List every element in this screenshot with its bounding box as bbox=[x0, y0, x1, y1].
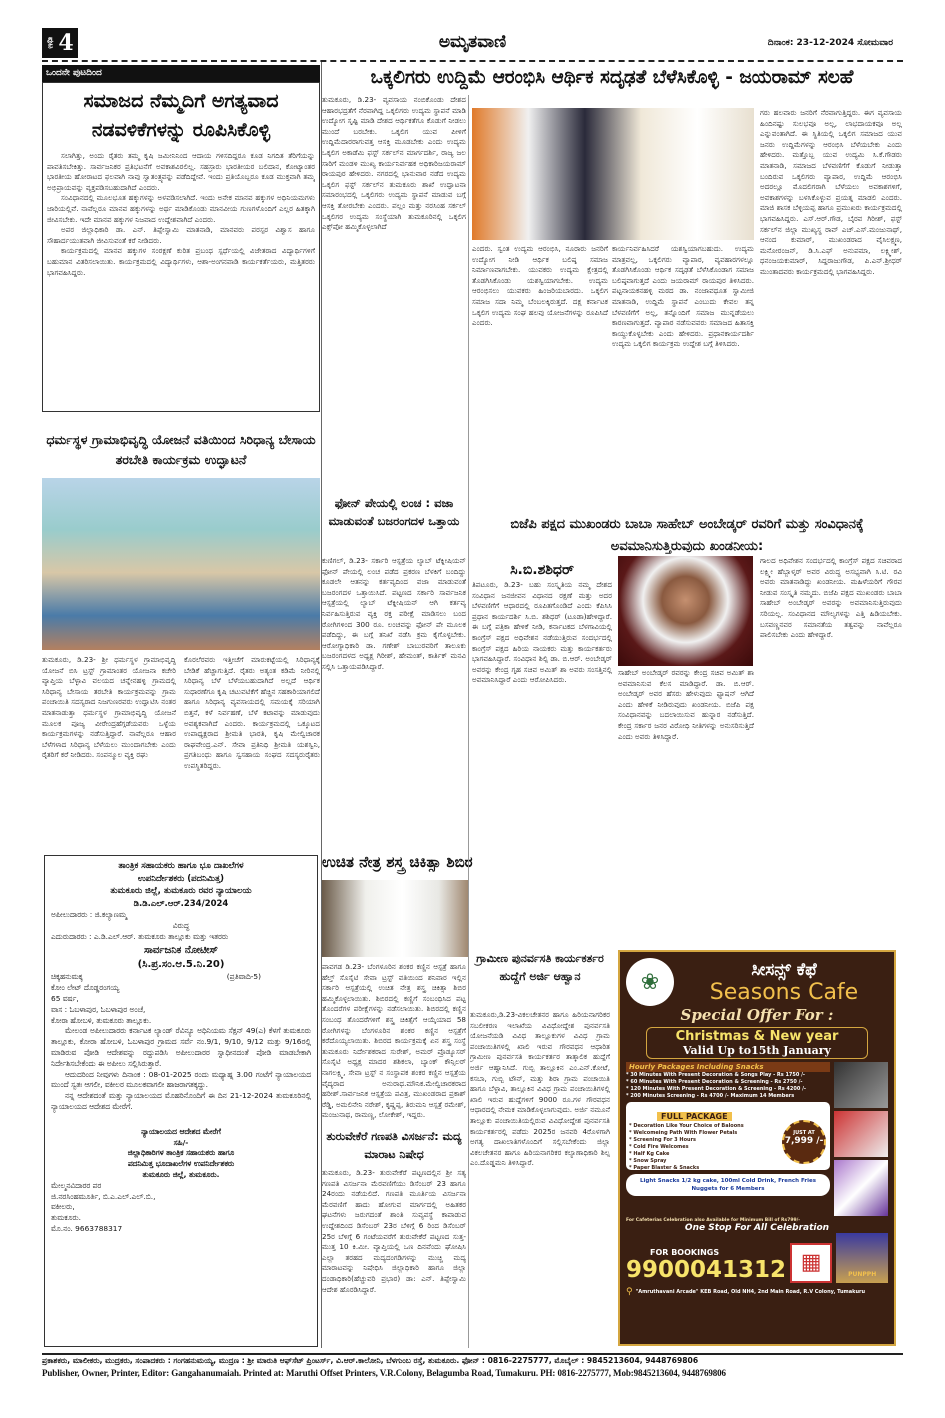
eye-camp-headline: ಉಚಿತ ನೇತ್ರ ಶಸ್ತ್ರ ಚಿಕಿತ್ಸಾ ಶಿಬಿರ bbox=[322, 853, 473, 871]
ad-phone[interactable]: 9900041312 bbox=[626, 1257, 787, 1283]
millet-headline: ಧರ್ಮಸ್ಥಳ ಗ್ರಾಮಾಭಿವೃದ್ಧಿ ಯೋಜನೆ ವತಿಯಿಂದ ಸಿರಿಧಾನ್ಯ ಬೇಸಾಯ ತರಬೇತಿ ಕಾರ್ಯಕ್ರಮ ಉದ್ಘಾಟನೆ bbox=[46, 432, 316, 467]
notice-party-name: ಚಿಕ್ಕಹನುಮಕ್ಕ bbox=[51, 972, 83, 982]
ad-full-item: * Screening For 3 Hours bbox=[629, 1137, 697, 1143]
column-rule bbox=[321, 62, 322, 1348]
left-story bbox=[42, 82, 320, 412]
ad-price: 7,999 /- bbox=[784, 1136, 824, 1146]
legal-notice bbox=[44, 855, 318, 1347]
notice-title-line: ತಾಂತ್ರಿಕ ಸಹಾಯಕರು ಹಾಗೂ ಭೂ ದಾಖಲೆಗಳ bbox=[118, 861, 244, 871]
notice-sign-line: ಪದನಿಮಿತ್ತ ಭೂದಾಖಲೆಗಳ ಉಪನಿರ್ದೇಶಕರು bbox=[127, 1159, 235, 1169]
ad-photo-decor bbox=[834, 1111, 888, 1157]
millet-col2: ಕೊರಲೆರವರು ಇತ್ತೀಚೆಗೆ ಮಾರುಕಟ್ಟೆಯಲ್ಲಿ ಸಿರಿಧಾನ್ಯಕ್ಕೆ ಬೇಡಿಕೆ ಹೆಚ್ಚಾಗುತ್ತಿದೆ. ರೈತರು ಅತ್ಯಂತ ಕಡಿಮೆ ನೀರಿನಲ್ಲಿ ಸಿರಿಧಾನ್ಯ ಬೆಳೆ ಬೆಳೆಯಬಹುದಾಗಿದೆ ಅಲ್ಲದೆ ಆರ್ಥಿಕ ಸುಧಾರಣೆಗೂ ಕೃಷಿ ಚಟುವಟಿಕೆಗೆ ಹೆಚ್ಚಿನ ಸಹಕಾರಿಯಾಗಲಿದೆ ಹಾಗೂ ಸಿರಿಧಾನ್ಯ ವ್ಯವಸಾಯದಲ್ಲಿ ಸಮಯಕ್ಕೆ ಸರಿಯಾಗಿ ಬಿತ್ತನೆ, ಕಳೆ ನಿರ್ವಹಣೆ, ಬೆಳೆ ಕಟಾವನ್ನು ಮಾಡುವುದು ಅವಶ್ಯಕವಾಗಿದೆ ಎಂದರು. ಕಾರ್ಯಕ್ರಮದಲ್ಲಿ ಒಕ್ಕೂಟದ ಉಪಾಧ್ಯಕ್ಷರಾದ ಶ್ರೀಮತಿ ಭಾರತಿ, ಕೃಷಿ ಮೇಲ್ವಿಚಾರಕ ರಾಘವೇಂದ್ರ.ಎನ್. ಸೇವಾ ಪ್ರತಿನಿಧಿ ಶ್ರೀಮತಿ ಯಶಸ್ವಿನಿ, ಪ್ರಗತಿಬಂಧು ಹಾಗೂ ಸ್ವಸಹಾಯ ಸಂಘದ ಸದಸ್ಯರುರೈತರು ಉಪಸ್ಥಿತರಿದ್ದರು. bbox=[184, 655, 320, 770]
main-col4: ಗರು ಹಲವಾರು ಜನರಿಗೆ ನೆರವಾಗುತ್ತಿದ್ದರು. ಈಗ ವ್ಯವಸಾಯ ಹಿಂದಿನಷ್ಟು ಸುಲಭವೂ ಅಲ್ಲ, ಲಾಭದಾಯಕವೂ ಅಲ್ಲ ಎನ್ನುವಂತಾಗಿದೆ. ಈ ಸ್ಥಿತಿಯಲ್ಲಿ ಒಕ್ಕಲಿಗ ಸಮಾಜದ ಯುವ ಜನರು ಉದ್ದಿಮೆಗಳನ್ನು ಆರಂಭಿಸಿ ಬೆಳೆಯಬೇಕು ಎಂದು ಹೇಳಿದರು. ಮತ್ತೊಬ್ಬ ಯುವ ಉದ್ಯಮಿ ಸಿ.ಕೆ.ಗೌಡರು ಮಾತನಾಡಿ, ಸಮಾಜದ ಬೆಳವಣಿಗೆಗೆ ಕೊಡುಗೆ ನೀಡುತ್ತಾ ಬಂದಿರುವ ಒಕ್ಕಲಿಗರು ವ್ಯಾಪಾರ, ಉದ್ದಿಮೆ ಆರಂಭಿಸಿ ಅದರಲ್ಲೂ ಮೊದಲಿಗರಾಗಿ ಬೆಳೆಯಲು ಅವಕಾಶಗಳಿಗೆ, ಅವಕಾಶಗಳನ್ನು ಬಳಸಿಕೊಳ್ಳುವ ಪ್ರಯತ್ನ ಮಾಡಲಿ ಎಂದರು. ಮಾಜಿ ಶಾಸಕ ಬೆಳ್ಳಿಯಪ್ಪ ಹಾಗೂ ಪ್ರಮುಖರು ಕಾರ್ಯಕ್ರಮದಲ್ಲಿ ಭಾಗವಹಿಸಿದ್ದರು. ಎಸ್.ಆರ್.ಗೌಡ, ಬೈರವ ಗಿರೀಶ್, ಫಸ್ಟ್ ಸರ್ಕಲ್‌ನ ಜಿಲ್ಲಾ ಮುಖ್ಯಸ್ಥ ರಾವ್ ಎಚ್.ಎಸ್.ಮಂಜುನಾಥ್, ಆನಂದ ಕುಮಾರ್, ಮುಖಂಡರಾದ ವೈಸಿಲಕ್ಷ್ಮಣ, ಮನೋರಂಜನ್, ಡಿ.ಸಿ.ಎಫ್ ಅನುಪಮಾ, ಲಕ್ಷ್ಮೀಶ್, ಧನಂಜಯಕುಮಾರ್, ಸಿದ್ದರಾಜುಗೌಡ, ಪಿ.ಎನ್.ಶ್ರೀಧರ್ ಮುಂತಾದವರು ಕಾರ್ಯಕ್ರಮದಲ್ಲಿ ಭಾಗವಹಿಸಿದ್ದರು. bbox=[760, 108, 902, 276]
ad-photo-caption: PUNPPH bbox=[836, 1233, 888, 1283]
notice-title-line: ತುಮಕೂರು ಜಿಲ್ಲೆ, ತುಮಕೂರು ರವರ ನ್ಯಾಯಾಲಯ bbox=[110, 886, 252, 896]
ad-name-english: Seasons Cafe bbox=[709, 979, 859, 1005]
bjp-headline: ಬಿಜೆಪಿ ಪಕ್ಷದ ಮುಖಂಡರು ಬಾಬಾ ಸಾಹೇಬ್ ಅಂಬೇಡ್ಕರ್ ರವರಿಗೆ ಮತ್ತು ಸಂವಿಧಾನಕ್ಕೆ ಅವಮಾನಿಸುತ್ತಿರುವುದು ಖಂಡನೀಯ: bbox=[510, 517, 864, 554]
ad-just-at: JUST AT bbox=[793, 1130, 815, 1136]
millet-photo bbox=[42, 478, 320, 650]
ganapati-body: ತುಮಕೂರು, ಡಿ.23- ತುರುವೇಕೆರೆ ಪಟ್ಟಣದಲ್ಲಿನ ಶ್ರೀ ಸತ್ಯ ಗಣಪತಿ ವಿಸರ್ಜನಾ ಮೆರವಣಿಗೆಯು ಡಿಸೆಂಬರ್ 23 ಹಾಗೂ 24ರಂದು ನಡೆಯಲಿದೆ. ಗಣಪತಿ ಮೂರ್ತಿಯ ವಿಸರ್ಜನಾ ಮೆರವಣಿಗೆ ಹಾದು ಹೋಗುವ ಮಾರ್ಗದಲ್ಲಿ ಅಹಿತಕರ ಘಟನೆಗಳು ಜರುಗದಂತೆ ಶಾಂತಿ ಸುವ್ಯವಸ್ಥೆ ಕಾಪಾಡುವ ಉದ್ದೇಶದಿಂದ ಡಿಸೆಂಬರ್ 23ರ ಬೆಳಿಗ್ಗೆ 6 ರಿಂದ ಡಿಸೆಂಬರ್ 25ರ ಬೆಳಿಗ್ಗೆ 6 ಗಂಟೆಯವರೆಗೆ ತುರುವೇಕೆರೆ ಪಟ್ಟಣದ ಸುತ್ತ-ಮುತ್ತ 10 ಕಿ.ಮೀ. ವ್ಯಾಪ್ತಿಯಲ್ಲಿ ಒಣ ದಿನವೆಂದು ಘೋಷಿಸಿ ಎಲ್ಲಾ ತರಹದ ಮದ್ಯದಂಗಡಿಗಳನ್ನು ಮುಚ್ಚಿ ಮದ್ಯ ಮಾರಾಟವನ್ನು ನಿಷೇಧಿಸಿ ಜಿಲ್ಲಾಧಿಕಾರಿ ಹಾಗೂ ಜಿಲ್ಲಾ ದಂಡಾಧಿಕಾರಿ(ಹೆಚ್ಚುವರಿ ಪ್ರಭಾರ) ಡಾ: ಎನ್. ತಿಪ್ಪೇಸ್ವಾಮಿ ಆದೇಶ ಹೊರಡಿಸಿದ್ದಾರೆ. bbox=[322, 1168, 466, 1294]
footer-kannada: ಪ್ರಕಾಶಕರು, ಮಾಲೀಕರು, ಮುದ್ರಕರು, ಸಂಪಾದಕರು : ಗಂಗಹನುಮಯ್ಯ, ಮುದ್ರಣ : ಶ್ರೀ ಮಾರುತಿ ಆಫ್‌ಸೆಟ್ ಪ್ರಿಂಟರ್ಸ್, ವಿ.ಆರ್.ಕಾಲೋನಿ, ಬೆಳಗುಂಬ ರಸ್ತೆ, ತುಮಕೂರು. ಫೋನ್ : 0816-2275777, ಮೊಬೈಲ್ : 9845213604, 9448769806 bbox=[42, 1356, 699, 1365]
millet-col1: ತುಮಕೂರು, ಡಿ.23- ಶ್ರೀ ಧರ್ಮಸ್ಥಳ ಗ್ರಾಮಾಭಿವೃದ್ಧಿ ಯೋಜನೆ ಬಿಸಿ ಟ್ರಸ್ಟ್ ಗ್ರಾಮಾಂತರ ಯೋಜನಾ ಕಚೇರಿ ವ್ಯಾಪ್ತಿಯ ಬೆಳ್ಳಾವಿ ವಲಯದ ಚನ್ನೇನಹಳ್ಳಿ ಗ್ರಾಮದಲ್ಲಿ ಸಿರಿಧಾನ್ಯ ಬೇಸಾಯ ತರಬೇತಿ ಕಾರ್ಯಕ್ರಮವನ್ನು ಗ್ರಾಮ ಪಂಚಾಯಿತಿ ಸದಸ್ಯರಾದ ನಿಜಗುಣರವರು ಉದ್ಘಾಟಿಸಿ ನಂತರ ಮಾತನಾಡುತ್ತಾ ಧರ್ಮಸ್ಥಳ ಗ್ರಾಮಾಭಿವೃದ್ಧಿ ಯೋಜನೆ ಮೂಲಕ ಪೂಜ್ಯ ವೀರೇಂದ್ರಹೆಗ್ಗಡೆಯವರು ಒಳ್ಳೆಯ ಕಾರ್ಯಕ್ರಮಗಳನ್ನು ನಡೆಸುತ್ತಿದ್ದಾರೆ. ನಾವೆಲ್ಲರೂ ಆಹಾರ ಬೆಳೆಗಳಾದ ಸಿರಿಧಾನ್ಯ ಬೆಳೆಯಲು ಮುಂದಾಗಬೇಕು ಎಂದು ರೈತರಿಗೆ ಕರೆ ನೀಡಿದರು. ಸಂಪನ್ಮೂಲ ವ್ಯಕ್ತಿ ರಘು bbox=[42, 655, 176, 760]
kicker: ಒಂದನೇ ಪುಟದಿಂದ bbox=[42, 65, 320, 82]
notice-sign-line: ಜಿಲ್ಲಾಧಿಕಾರಿಗಳ ತಾಂತ್ರಿಕ ಸಹಾಯಕರು ಹಾಗೂ bbox=[127, 1148, 235, 1158]
notice-party-detail: ವಾಸ : ಓಬಳಾಪುರ, ಓಬಳಾಪುರ ಅಂಚೆ, bbox=[51, 1004, 146, 1014]
ad-full-item: * Snow Spray bbox=[629, 1158, 667, 1164]
notice-party-tag: (ಪ್ರತಿವಾದಿ-5) bbox=[226, 972, 261, 982]
notice-respondent: ಎದುರುದಾರರು : ಎ.ಡಿ.ಎಲ್.ಆರ್. ತುಮಕೂರು ತಾಲ್ಲೂಕು ಮತ್ತು ಇತರರು bbox=[51, 931, 229, 941]
notice-sign-line: ಸಹಿ/- bbox=[173, 1137, 189, 1147]
phone-story-headline: ಫೋನ್ ಪೇಯಲ್ಲಿ ಲಂಚ : ವಜಾ ಮಾಡುವಂತೆ ಬಜರಂಗದಳ ಒತ್ತಾಯ bbox=[328, 496, 460, 528]
left-story-para: ಸಂವಿಧಾನದಲ್ಲಿ ಮೂಲಭೂತ ಹಕ್ಕುಗಳನ್ನು ಅಳವಡಿಸಲಾಗಿದೆ. ಇಂದು ಅನೇಕ ಮಾನವ ಹಕ್ಕುಗಳ ಅಧಿನಿಯಮಗಳು ಜಾರಿಯಲ್ಲಿವೆ. ನಾವೆಲ್ಲರೂ ಮಾನವ ಹಕ್ಕುಗಳನ್ನು ಅರ್ಥ ಮಾಡಿಕೊಂಡು ಮಾನವೀಯ ಗುಣಗಳೊಂದಿಗೆ ಎಲ್ಲರ ಹಿತಕ್ಕಾಗಿ ಜೀವಿಸಬೇಕು. ಇದೇ ಮಾನವ ಹಕ್ಕುಗಳ ನಿಜವಾದ ಉದ್ದೇಶವಾಗಿದೆ ಎಂದರು. bbox=[47, 193, 315, 224]
notice-advocate-line: ಮೊ.ನಂ. 9663788317 bbox=[51, 1223, 123, 1233]
notice-party-detail: 65 ವರ್ಷ, bbox=[51, 993, 79, 1003]
ad-full-package-title: FULL PACKAGE bbox=[657, 1112, 732, 1121]
notice-party-detail: ಕೋಂ ಲೇಟ್ ದೊಡ್ಡರಂಗಯ್ಯ bbox=[51, 983, 120, 993]
main-headline: ಒಕ್ಕಲಿಗರು ಉದ್ದಿಮೆ ಆರಂಭಿಸಿ ಆರ್ಥಿಕ ಸದೃಢತೆ ಬೆಳೆಸಿಕೊಳ್ಳಿ - ಜಯರಾಮ್ ಸಲಹೆ bbox=[370, 67, 854, 88]
ad-photo-balloons bbox=[834, 1160, 888, 1216]
notice-versus: ವಿರುದ್ಧ bbox=[172, 920, 190, 930]
ad-hourly-item: * 120 Minutes With Present Decoration & Screening - Rs 4200 /- bbox=[626, 1086, 806, 1092]
rehab-headline: ಗ್ರಾಮೀಣ ಪುನರ್ವಸತಿ ಕಾರ್ಯಕರ್ತರ ಹುದ್ದೆಗೆ ಅರ್ಜಿ ಆಹ್ವಾನ bbox=[476, 952, 604, 983]
notice-party-detail: ಕೋರಾ ಹೋಬಳಿ, ತುಮಕೂರು ತಾಲ್ಲೂಕು. bbox=[51, 1015, 152, 1025]
footer-english: Publisher, Owner, Printer, Editor: Gangahanumaiah. Printed at: Maruthi Offset Printers, V.R.Colony, Belagumba Road, Tumakuru. PH: 0816-2275777, Mob:9845213604, 9448769806 bbox=[42, 1368, 726, 1378]
eye-camp-photo bbox=[322, 880, 468, 957]
ad-hourly-title: Hourly Packages Including Snacks bbox=[626, 1062, 830, 1072]
ad-price-badge bbox=[782, 1120, 826, 1164]
notice-body-para: ಆದುದರಿಂದ ನೀವುಗಳು ದಿನಾಂಕ : 08-01-2025 ರಂದು ಮಧ್ಯಾಹ್ನ 3.00 ಗಂಟೆಗೆ ನ್ಯಾಯಾಲಯದ ಮುಂದೆ ಸ್ವತಃ ಆಗಲೀ, ವಕೀಲರ ಮೂಲಕವಾಗಲೀ ಹಾಜರಾಗತಕ್ಕದ್ದು. bbox=[51, 1069, 311, 1090]
main-col3: ಕಾರ್ಯನಿರ್ವಹಿಸಿದರೆ ಯಶಸ್ವಿಯಾಗಬಹುದು. ಉದ್ಯಮ ಮಾತ್ರವಲ್ಲ, ಒಕ್ಕಲಿಗರು ವ್ಯಾಪಾರ, ವ್ಯವಹಾರಗಳಲ್ಲೂ ತೊಡಗಿಸಿಕೊಂಡು ಆರ್ಥಿಕ ಸದೃಢತೆ ಬೆಳೆಸಿಕೊಂಡಾಗ ಸಮಾಜ ಬಲಿಷ್ಠವಾಗುತ್ತದೆ ಎಂದು ಜಯರಾಮ್ ರಾಯಪುರ ತಿಳಿಸಿದರು. ಪಟ್ಟನಾಯಕನಹಳ್ಳಿ ಮಠದ ಡಾ. ನಂಜಾವಧೂತ ಸ್ವಾಮೀಜಿ ಮಾತನಾಡಿ, ಉದ್ದಿಮೆ ಸ್ಥಾಪನೆ ಎಂಬುದು ಕೇವಲ ತನ್ನ ಬೆಳವಣಿಗೆಗೆ ಅಲ್ಲ, ತನ್ನೊಂದಿಗೆ ಸಮಾಜ ಮುನ್ನಡೆಯಲು ಕಾರಣವಾಗುತ್ತದೆ. ವ್ಯಾಪಾರ ನಡೆಸುವವರು ಸಮಾಜದ ಹಿತಾಸಕ್ತಿ ಕಾಯ್ದುಕೊಳ್ಳಬೇಕು ಎಂದು ಹೇಳಿದರು. ಪ್ರಧಾನಕಾರ್ಯದರ್ಶಿ ಉದ್ಯಮ ಒಕ್ಕಲಿಗ ಕಾರ್ಯಕ್ರಮ ಉದ್ದೇಶ ಬಗ್ಗೆ ತಿಳಿಸಿದರು. bbox=[612, 244, 754, 349]
notice-advocate-line: ತುಮಕೂರು. bbox=[51, 1213, 81, 1223]
dateline: ದಿನಾಂಕ: 23-12-2024 ಸೋಮವಾರ bbox=[767, 38, 893, 48]
notice-advocate-line: ವಕೀಲರು, bbox=[51, 1202, 75, 1212]
notice-sign-line: ನ್ಯಾಯಾಲಯದ ಆದೇಶದ ಮೇರೆಗೆ bbox=[141, 1126, 221, 1136]
notice-advocate-line: ಮೇಲ್ಮನವಿದಾರರ ಪರ bbox=[51, 1180, 102, 1190]
main-col2: ಎಂದರು. ಸ್ವಂತ ಉದ್ಯಮ ಆರಂಭಿಸಿ, ನೂರಾರು ಜನರಿಗೆ ಉದ್ಯೋಗ ನೀಡಿ ಆರ್ಥಿಕ ಬಲಿಷ್ಠ ಸಮಾಜ ನಿರ್ಮಾಣವಾಗಬೇಕು. ಯುವಕರು ಉದ್ಯಮ ಕ್ಷೇತ್ರದಲ್ಲಿ ತೊಡಗಿಸಿಕೊಂಡು ಯಶಸ್ವಿಯಾಗಬೇಕು. ಉದ್ಯಮ ಆರಂಭಿಸಲು ಯುವಕರು ಹಿಂಜರಿಯಬಾರದು. ಒಕ್ಕಲಿಗ ಸಮಾಜ ಸದಾ ನಿಮ್ಮ ಬೆಂಬಲಕ್ಕಿರುತ್ತದೆ. ದಕ್ಷ ಕರ್ನಾಟಕ ಒಕ್ಕಲಿಗ ಉದ್ಯಮ ಸಂಘ ಹಲವು ಯೋಜನೆಗಳನ್ನು ರೂಪಿಸಿದೆ ಎಂದರು. bbox=[472, 244, 608, 328]
notice-advocate-line: ಜಿ.ನರಸಿಂಹಮೂರ್ತಿ, ಬಿ.ಎ.ಎಲ್.ಎಲ್.ಬಿ., bbox=[51, 1191, 156, 1201]
ad-hourly-item: * 200 Minutes Screening - Rs 4700 /- Maximum 14 Members bbox=[626, 1093, 795, 1099]
left-story-para: ಅಪರ ಜಿಲ್ಲಾಧಿಕಾರಿ ಡಾ. ಎನ್. ತಿಪ್ಪೇಸ್ವಾಮಿ ಮಾತನಾಡಿ, ಮಾನವರು ಪರಸ್ಪರ ವಿಶ್ವಾಸ ಹಾಗೂ ಸೌಹಾರ್ದಯುತವಾಗಿ ಜೀವಿಸುವಂತೆ ಕರೆ ನೀಡಿದರು. bbox=[47, 225, 315, 245]
phone-story-body: ಕುಣಿಗಲ್, ಡಿ.23- ಸರ್ಕಾರಿ ಆಸ್ಪತ್ರೆಯ ಲ್ಯಾಬ್ ಟೆಕ್ನೀಷಿಯನ್ ಫೋನ್ ಪೇಯಲ್ಲಿ ಲಂಚ ಪಡೆದ ಪ್ರಕರಣ ಬೆಳಕಿಗೆ ಬಂದಿದ್ದು ಕೂಡಲೇ ಆತನನ್ನು ಕರ್ತವ್ಯದಿಂದ ವಜಾ ಮಾಡುವಂತೆ ಬಜರಂಗದಳ ಒತ್ತಾಯಿಸಿದೆ. ಪಟ್ಟಣದ ಸರ್ಕಾರಿ ಸಾರ್ವಜನಿಕ ಆಸ್ಪತ್ರೆಯಲ್ಲಿ ಲ್ಯಾಬ್ ಟೆಕ್ನೀಷಿಯನ್ ಆಗಿ ಕರ್ತವ್ಯ ನಿರ್ವಹಿಸುತ್ತಿರುವ ವ್ಯಕ್ತಿ ರಕ್ತ ಪರೀಕ್ಷೆ ಮಾಡಿಸಲು ಬಂದ ರೋಗಿಗಳಿಂದ 300 ರೂ. ಲಂಚವನ್ನು ಫೋನ್ ಪೇ ಮೂಲಕ ಪಡೆದಿದ್ದು, ಈ ಬಗ್ಗೆ ತನಿಖೆ ನಡೆಸಿ ಕ್ರಮ ಕೈಗೊಳ್ಳಬೇಕು. ಆರೋಗ್ಯಾಧಿಕಾರಿ ಡಾ. ಗಣೇಶ್ ಬಾಬುರವರಿಗೆ ತಾಲೂಕು ಬಜರಂಗದಳದ ಅಧ್ಯಕ್ಷ ಗಿರೀಶ್, ಹೇಮಂತ್, ಕಾರ್ತಿಕ್ ಮನವಿ ಸಲ್ಲಿಸಿ ಒತ್ತಾಯಪಡಿಸಿದ್ದಾರೆ. bbox=[322, 556, 466, 671]
ad-special-offer: Special Offer For : bbox=[680, 1006, 834, 1024]
ad-cafeteria-note: For Cafeterias Celebration also Available for Minimum Bill of Rs799/- bbox=[626, 1218, 801, 1223]
ad-validity: Valid Up to15th January bbox=[683, 1044, 831, 1057]
notice-body-para: ಮೇಲಂಡ ಅಪೀಲುದಾರರು ಕರ್ನಾಟಕ ಲ್ಯಾಂಡ್ ರೆವಿನ್ಯೂ ಅಧಿನಿಯಮ ಸೆಕ್ಷನ್ 49(ಎ) ಕೆಳಗೆ ತುಮಕೂರು ತಾಲ್ಲೂಕು, ಕೋರಾ ಹೋಬಳಿ, ಓಬಳಾಪುರ ಗ್ರಾಮದ ಸರ್ವೆ ನಂ.9/1, 9/10, 9/12 ಮತ್ತು 9/16ರಲ್ಲಿ ಮಾಡಿರುವ ಪೋಡಿ ಆದೇಶವನ್ನು ರದ್ದುಪಡಿಸಿ ಅಪೀಲುದಾರರ ಸ್ವಾಧೀನದಂತೆ ಪೋಡಿ ಮಾಡಬೇಕಾಗಿ ನಿರ್ದೇಶಿಸಬೇಕೆಂದು ಈ ಅಪೀಲು ಸಲ್ಲಿಸಿರುತ್ತಾರೆ. bbox=[51, 1026, 311, 1068]
masthead: ಅಮೃತವಾಣಿ bbox=[438, 32, 507, 52]
page-number: 4 bbox=[58, 30, 74, 56]
bjp-byline: ಸಿ.ಬಿ.ಶಶಿಧರ್ bbox=[510, 562, 574, 578]
ad-full-item: * Welcomeing Path With Flower Petals bbox=[629, 1130, 738, 1136]
ad-photo-screen bbox=[834, 1062, 888, 1108]
footer-divider bbox=[42, 1353, 903, 1355]
bjp-portrait bbox=[618, 556, 753, 666]
notice-title-line: ಉಪನಿರ್ದೇಶಕರು (ಪದನಿಮಿತ್ತ) bbox=[137, 873, 225, 884]
seasons-cafe-ad bbox=[618, 950, 896, 1346]
ad-address: "Amruthavani Arcade" KEB Road, Old NH4, 2nd Main Road, R.V Colony, Tumakuru bbox=[635, 1289, 866, 1295]
ad-full-item: * Paper Blaster & Snacks bbox=[629, 1165, 700, 1171]
ad-tagline: One Stop For All Celebration bbox=[684, 1223, 830, 1233]
left-story-headline: ಸಮಾಜದ ನೆಮ್ಮದಿಗೆ ಅಗತ್ಯವಾದ ನಡವಳಿಕೆಗಳನ್ನು ರೂಪಿಸಿಕೊಳ್ಳಿ bbox=[83, 90, 279, 141]
bjp-col1: ತಿಪಟೂರು, ಡಿ.23- ಬಹು ಸಂಸ್ಕೃತಿಯ ನಮ್ಮ ದೇಶದ ಸಂವಿಧಾನ ಜನಜೀವನ ವಿಧಾನದ ರಕ್ಷಣೆ ಮತ್ತು ಅದರ ಬೆಳವಣಿಗೆಗೆ ಆಧಾರದಲ್ಲಿ ರೂಪಿತಗೊಂಡಿದೆ ಎಂದು ಕೆಪಿಸಿಸಿ ಪ್ರಧಾನ ಕಾರ್ಯದರ್ಶಿ ಸಿ.ಬಿ. ಶಶಿಧರ್ (ಟೂಡಾ)ಹೇಳಿದ್ದಾರೆ. ಈ ಬಗ್ಗೆ ಪತ್ರಿಕಾ ಹೇಳಿಕೆ ನೀಡಿ, ಕರ್ನಾಟಕದ ಬೆಳಗಾವಿಯಲ್ಲಿ ಕಾಂಗ್ರೆಸ್ ಪಕ್ಷದ ಅಧಿವೇಶನ ನಡೆಯುತ್ತಿರುವ ಸಂದರ್ಭದಲ್ಲಿ ಕಾಂಗ್ರೆಸ್ ಪಕ್ಷದ ಹಿರಿಯ ನಾಯಕರು ಮತ್ತು ಕಾರ್ಯಕರ್ತರು ಭಾಗವಹಿಸಿದ್ದಾರೆ. ಸಂವಿಧಾನ ಶಿಲ್ಪಿ ಡಾ. ಬಿ.ಆರ್. ಅಂಬೇಡ್ಕರ್ ಅವರನ್ನು ಕೇಂದ್ರ ಗೃಹ ಸಚಿವ ಅಮಿತ್ ಶಾ ಅವರು ಸಂಸತ್ತಿನಲ್ಲಿ ಅವಮಾನಿಸಿದ್ದಾರೆ ಎಂದು ಆರೋಪಿಸಿದರು. bbox=[472, 580, 612, 685]
left-story-para: ಸಲಾಗಿತ್ತು, ಅಂದು ರೈತರು ತಮ್ಮ ಕೃಷಿ ಜಮೀನಿನಿಂದ ಆದಾಯ ಗಳಿಸದಿದ್ದರೂ ಕೂಡ ನಿಗದಿತ ತೆರಿಗೆಯನ್ನು ಪಾವತಿಸಬೇಕಿತ್ತು. ಸಾರ್ವಜನಿಕರ ಪ್ರತಿಭಟನೆಗೆ ಅವಕಾಶವಿರಲಿಲ್ಲ. ಸಹಸ್ರಾರು ಭಾರತೀಯರ ಬಲಿದಾನ, ಕೋಟ್ಯಾಂತರ ಭಾರತೀಯ ಹೋರಾಟದ ಫಲವಾಗಿ ನಾವು ಸ್ವಾತಂತ್ರ್ಯವನ್ನು ಪಡೆದಿದ್ದೇವೆ. ಇಂದು ಪ್ರತಿಯೊಬ್ಬರೂ ಕೂಡ ಮುಕ್ತವಾಗಿ ತಮ್ಮ ಅಭಿಪ್ರಾಯವನ್ನು ವ್ಯಕ್ತಪಡಿಸಬಹುದಾಗಿದೆ ಎಂದರು. bbox=[47, 151, 315, 192]
location-pin-icon: ⚲ bbox=[626, 1287, 633, 1297]
notice-sign-line: ತುಮಕೂರು ಜಿಲ್ಲೆ, ತುಮಕೂರು. bbox=[142, 1169, 220, 1179]
notice-title-line: ಡಿ.ಡಿ.ಎಲ್.ಆರ್.234/2024 bbox=[133, 898, 229, 909]
notice-body-para: ನನ್ನ ಆದೇಶದಂತೆ ಮತ್ತು ನ್ಯಾಯಾಲಯದ ಮೊಹರಿನೊಂದಿಗೆ ಈ ದಿನ 21-12-2024 ತುಮಕೂರಿನಲ್ಲಿ ನ್ಯಾಯಾಲಯದ ಆದೇಶದ ಮೇರೆಗೆ. bbox=[51, 1091, 311, 1111]
bjp-col2: ಸಾಹೇಬ್ ಅಂಬೇಡ್ಕರ್ ರವರನ್ನು ಕೇಂದ್ರ ಸಚಿವ ಅಮಿತ್ ಶಾ ಅವಮಾನಿಸುವ ಕೆಲಸ ಮಾಡಿದ್ದಾರೆ. ಡಾ. ಬಿ.ಆರ್. ಅಂಬೇಡ್ಕರ್ ಅವರ ಹೆಸರು ಹೇಳುವುದು ಫ್ಯಾಷನ್ ಆಗಿದೆ ಎಂದು ಹೇಳಿಕೆ ನೀಡಿರುವುದು ಖಂಡನೀಯ. ಬಿಜೆಪಿ ಪಕ್ಷ ಸಂವಿಧಾನವನ್ನು ಬದಲಾಯಿಸುವ ಹುನ್ನಾರ ನಡೆಸುತ್ತಿದೆ. ಕೇಂದ್ರ ಸರ್ಕಾರ ಜನರ ವಿರೋಧಿ ನೀತಿಗಳನ್ನು ಅನುಸರಿಸುತ್ತಿದೆ ಎಂದು ಅವರು ತಿಳಿಸಿದ್ದಾರೆ. bbox=[618, 668, 754, 741]
header-divider bbox=[42, 60, 903, 62]
page-label: ಪುಟ bbox=[46, 37, 57, 49]
ad-name-kannada: ಸೀಸನ್ಸ್ ಕೆಫೆ bbox=[751, 959, 817, 980]
ad-hourly-item: * 30 Minutes With Present Decoration & Songs Play - Rs 1750 /- bbox=[626, 1072, 806, 1078]
left-story-para: ಕಾರ್ಯಕ್ರಮದಲ್ಲಿ ಮಾನವ ಹಕ್ಕುಗಳ ಸಂರಕ್ಷಣೆ ಕುರಿತ ಪ್ರಬಂಧ ಸ್ಪರ್ಧೆಯಲ್ಲಿ ವಿಜೇತರಾದ ವಿದ್ಯಾರ್ಥಿಗಳಿಗೆ ಬಹುಮಾನ ವಿತರಿಸಲಾಯಿತು. ಕಾರ್ಯಕ್ರಮದಲ್ಲಿ ವಿದ್ಯಾರ್ಥಿಗಳು, ಆಶಾ-ಅಂಗನವಾಡಿ ಕಾರ್ಯಕರ್ತೆಯರು, ಮತ್ತಿತರರು ಭಾಗವಹಿಸಿದ್ದರು. bbox=[47, 246, 315, 277]
ad-full-item: * Half Kg Cake bbox=[629, 1151, 670, 1157]
ganapati-headline: ತುರುವೇಕೆರೆ ಗಣಪತಿ ವಿಸರ್ಜನೆ: ಮದ್ಯ ಮಾರಾಟ ನಿಷೇಧ bbox=[326, 1130, 462, 1161]
qr-code-icon[interactable]: ▦ bbox=[790, 1243, 832, 1283]
bjp-col3: ಗಾಲದ ಅಧಿವೇಶನ ಸಂದರ್ಭದಲ್ಲಿ ಕಾಂಗ್ರೆಸ್ ಪಕ್ಷದ ಸಚಿವರಾದ ಲಕ್ಷ್ಮೀ ಹೆಬ್ಬಾಳ್ಕರ್ ಅವರ ವಿರುದ್ಧ ಅಸಭ್ಯವಾಗಿ ಸಿ.ಟಿ. ರವಿ ಅವರು ಮಾತನಾಡಿದ್ದು ಖಂಡನೀಯ. ಮಹಿಳೆಯರಿಗೆ ಗೌರವ ನೀಡುವ ಸಂಸ್ಕೃತಿ ನಮ್ಮದು. ಬಿಜೆಪಿ ಪಕ್ಷದ ಮುಖಂಡರು ಬಾಬಾ ಸಾಹೇಬ್ ಅಂಬೇಡ್ಕರ್ ಅವರನ್ನು ಅವಮಾನಿಸುತ್ತಿರುವುದು ಸರಿಯಲ್ಲ. ಸಂವಿಧಾನದ ಮೌಲ್ಯಗಳನ್ನು ಎತ್ತಿ ಹಿಡಿಯಬೇಕು. ಬಸವಣ್ಣನವರ ಸಮಾನತೆಯ ತತ್ವವನ್ನು ನಾವೆಲ್ಲರೂ ಪಾಲಿಸಬೇಕು ಎಂದು ಹೇಳಿದ್ದಾರೆ. bbox=[760, 556, 902, 640]
main-photo bbox=[472, 108, 754, 240]
notice-petitioner: ಅಪೀಲುದಾರರು : ಜಿ.ಕಲ್ಯಾಣಮ್ಮ bbox=[51, 910, 127, 919]
ad-hourly-item: * 60 Minutes With Present Decoration & Screening - Rs 2750 /- bbox=[626, 1079, 803, 1085]
rehab-body: ತುಮಕೂರು,ಡಿ.23-ವಿಕಲಚೇತನರ ಹಾಗೂ ಹಿರಿಯನಾಗರಿಕರ ಸಬಲೀಕರಣ ಇಲಾಖೆಯ ವಿವಿಧೋದ್ದೇಶ ಪುನರ್ವಸತಿ ಯೋಜನೆಯಡಿ ವಿವಿಧ ತಾಲ್ಲೂಕುಗಳ ವಿವಿಧ ಗ್ರಾಮ ಪಂಚಾಯಿತಿಗಳಲ್ಲಿ ಖಾಲಿ ಇರುವ ಗೌರವಧನ ಆಧಾರಿತ ಗ್ರಾಮೀಣ ಪುನರ್ವಸತಿ ಕಾರ್ಯಕರ್ತರ ತಾತ್ಕಾಲಿಕ ಹುದ್ದೆಗೆ ಅರ್ಜಿ ಆಹ್ವಾನಿಸಿದೆ. ಗುಬ್ಬಿ ತಾಲ್ಲೂಕಿನ ಎಂ.ಎನ್.ಕೋಟೆ, ಕಸಬಾ, ಗುಬ್ಬಿ ಟೌನ್, ಮತ್ತು ಶಿರಾ ಗ್ರಾಮ ಪಂಚಾಯಿತಿ ಹಾಗೂ ಬೆಳ್ಳಾವಿ, ತಾಲ್ಲೂಕಿನ ವಿವಿಧ ಗ್ರಾಮ ಪಂಚಾಯಿತಿಗಳಲ್ಲಿ ಖಾಲಿ ಇರುವ ಹುದ್ದೆಗಳಿಗೆ 9000 ರೂ.ಗಳ ಗೌರವಧನ ಆಧಾರದಲ್ಲಿ ನೇಮಕ ಮಾಡಿಕೊಳ್ಳಲಾಗುವುದು. ಅರ್ಜಿ ನಮೂನೆ ತಾಲ್ಲೂಕು ಪಂಚಾಯಿತಿಯಲ್ಲಿರುವ ವಿವಿಧೋದ್ದೇಶ ಪುನರ್ವಸತಿ ಕಾರ್ಯಕರ್ತರಲ್ಲಿ ಪಡೆದು 2025ರ ಜನವರಿ 4ರೊಳಗಾಗಿ ಅಗತ್ಯ ದಾಖಲಾತಿಗಳೊಂದಿಗೆ ಸಲ್ಲಿಸಬೇಕೆಂದು ಜಿಲ್ಲಾ ವಿಕಲಚೇತನರ ಹಾಗೂ ಹಿರಿಯನಾಗರಿಕರ ಕಲ್ಯಾಣಾಧಿಕಾರಿ ಶಿಲ್ಪ ಎಂ.ದೊಡ್ಡಮನಿ ತಿಳಿಸಿದ್ದಾರೆ. bbox=[470, 1010, 610, 1168]
eye-camp-body: ಪಾವಗಡ ಡಿ.23- ಬೆಂಗಳೂರಿನ ಶಂಕರ ಕಣ್ಣಿನ ಆಸ್ಪತ್ರೆ ಹಾಗೂ ಹೆಲ್ತ್ ಸೊಸೈಟಿ ಸೇವಾ ಟ್ರಸ್ಟ್ ವತಿಯಿಂದ ಶನಿವಾರ ಇಲ್ಲಿನ ಸರ್ಕಾರಿ ಆಸ್ಪತ್ರೆಯಲ್ಲಿ ಉಚಿತ ನೇತ್ರ ಶಸ್ತ್ರ ಚಿಕಿತ್ಸಾ ಶಿಬಿರ ಹಮ್ಮಿಕೊಳ್ಳಲಾಯಿತು. ಶಿಬಿರದಲ್ಲಿ ಕಣ್ಣಿಗೆ ಸಂಬಂಧಿಸಿದ ಪಟ್ಟ ತೊಂದರೆಗಳ ಪರೀಕ್ಷೆಗಳನ್ನು ನಡೆಸಲಾಯಿತು. ಶಿಬಿರದಲ್ಲಿ ಕಣ್ಣಿನ ಸಂಬಂಧ ತೊಂದರೆಗಳಿಗೆ ಶಸ್ತ್ರ ಚಿಕಿತ್ಸೆಗೆ ಆಯ್ಕೆಯಾದ 58 ರೋಗಿಗಳನ್ನು ಬೆಂಗಳೂರಿನ ಶಂಕರ ಕಣ್ಣಿನ ಆಸ್ಪತ್ರೆಗೆ ಕರೆದೊಯ್ಯಲಾಯಿತು. ಶಿಬಿರದ ಕಾರ್ಯಕ್ರಮಕ್ಕೆ ಏನ ಶಸ್ತ್ರ ಸಂಸ್ಥೆ ತುಮಕೂರು ನಿರ್ದೇಶಕರಾದ ಸುರೇಶ್, ಅಮರ್ ಪ್ರೊಡ್ಯೂಸರ್ ಸೊಸೈಟಿ ಅಧ್ಯಕ್ಷ ಮಾದರ ಶಶಿಕಲಾ, ಬ್ಯಾಂಕ್ ಕೌನ್ಸಿಲರ್ ನಾಗಲಕ್ಷ್ಮಿ, ಸೇವಾ ಟ್ರಸ್ಟ್ ನ ಸಂಸ್ಥಾಪಕ ಶಂಕರ ಕಣ್ಣಿನ ಆಸ್ಪತ್ರೆಯ ವೈದ್ಯರಾದ ಅನುರಾಧ.ಮೌನಿಕ.ಮೇಲ್ವಿಚಾರಕರಾದ ಹರೀಶ್.ಸಾರ್ವಜನಿಕ ಆಸ್ಪತ್ರೆಯ ಪವಿತ್ರ, ಮುಖಂಡರಾದ ಪ್ರಕಾಶ್ ರೆಡ್ಡಿ, ಅಮಲಿನೇನಿ ನರೇಶ್, ಕೃಷ್ಣಪ್ಪ, ತಿರುಮನಿ ಆಸ್ಪತ್ರೆ ರಮೇಶ್, ಮಂಜುನಾಥ, ರಾಮಣ್ಣ, ಲೋಕೇಶ್, ಇದ್ದರು. bbox=[322, 962, 466, 1120]
ad-bookings-label: FOR BOOKINGS bbox=[650, 1248, 720, 1257]
ad-occasion: Christmas & New year bbox=[675, 1029, 839, 1044]
notice-ref: (ಸಿ.ಪ್ರ.ಸಂ.ಆ.5.ನಿ.20) bbox=[137, 959, 225, 971]
ad-full-item: * Cold Fire Welcomes bbox=[629, 1144, 689, 1150]
main-col1: ತುಮಕೂರು, ಡಿ.23- ವ್ಯವಸಾಯ ನಂಬಿಕೊಂಡು ದೇಶದ ಆಹಾರಭದ್ರತೆಗೆ ನೆರವಾಗಿದ್ದ ಒಕ್ಕಲಿಗರು ಉದ್ಯಮ ಸ್ಥಾಪನೆ ಮಾಡಿ ಉದ್ಯೋಗ ಸೃಷ್ಟಿ ಮಾಡಿ ದೇಶದ ಆರ್ಥಿಕತೆಗೂ ಕೊಡುಗೆ ನೀಡಲು ಮುಂದೆ ಬರಬೇಕು. ಒಕ್ಕಲಿಗ ಯುವ ಪೀಳಿಗೆ ಉದ್ದಿಮೆದಾರರಾಗುವತ್ತ ಆಸಕ್ತಿ ಮೂಡಬೇಕು ಎಂದು ಉದ್ಯಮ ಒಕ್ಕಲಿಗ ಅಕಾಡೆಮಿ ಫಸ್ಟ್ ಸರ್ಕಲ್‌ನ ಮಾರ್ಗದರ್ಶಿ, ರಾಜ್ಯ ಜಲ ಸಾರಿಗೆ ಮಂಡಳಿ ಮುಖ್ಯ ಕಾರ್ಯನಿರ್ವಹಕ ಅಧಿಕಾರಿಜಯರಾಮ್ ರಾಯಪುರ ಹೇಳಿದರು. ನಗರದಲ್ಲಿ ಭಾನುವಾರ ನಡೆದ ಉದ್ಯಮ ಒಕ್ಕಲಿಗ ಫಸ್ಟ್ ಸರ್ಕಲ್‌ನ ತುಮಕೂರು ಶಾಖೆ ಉದ್ಘಾಟನಾ ಸಮಾರಂಭದಲ್ಲಿ ಒಕ್ಕಲಿಗರು ಉದ್ಯಮ ಸ್ಥಾಪನೆ ಮಾಡುವ ಬಗ್ಗೆ ಆಸಕ್ತಿ ತೋರಬೇಕು ಎಂದರು. ಪಲ್ಲಂ ಮತ್ತು ನರಸಿಂಹ ಸರ್ಕಲ್ ಒಕ್ಕಲಿಗರ ಉದ್ಯಮ ಸಂಸ್ಥೆಯಾಗಿ ತುಮಕೂರಿನಲ್ಲಿ ಒಕ್ಕಲಿಗ ಎಕ್ಸ್‌ಪೋ ಹಮ್ಮಿಕೊಳ್ಳಲಾಗಿದೆ bbox=[322, 95, 466, 232]
cafe-tree-logo-icon: ❀ bbox=[626, 958, 674, 1006]
column-rule bbox=[468, 95, 469, 1348]
notice-heading: ಸಾರ್ವಜನಿಕ ನೋಟೀಸ್ bbox=[144, 945, 218, 957]
ad-full-item: * Decoration Like Your Choice of Baloons bbox=[629, 1123, 744, 1129]
ad-snacks: Light Snacks 1/2 kg cake, 100ml Cold Drink, French Fries Nuggets for 6 Members bbox=[626, 1174, 830, 1196]
